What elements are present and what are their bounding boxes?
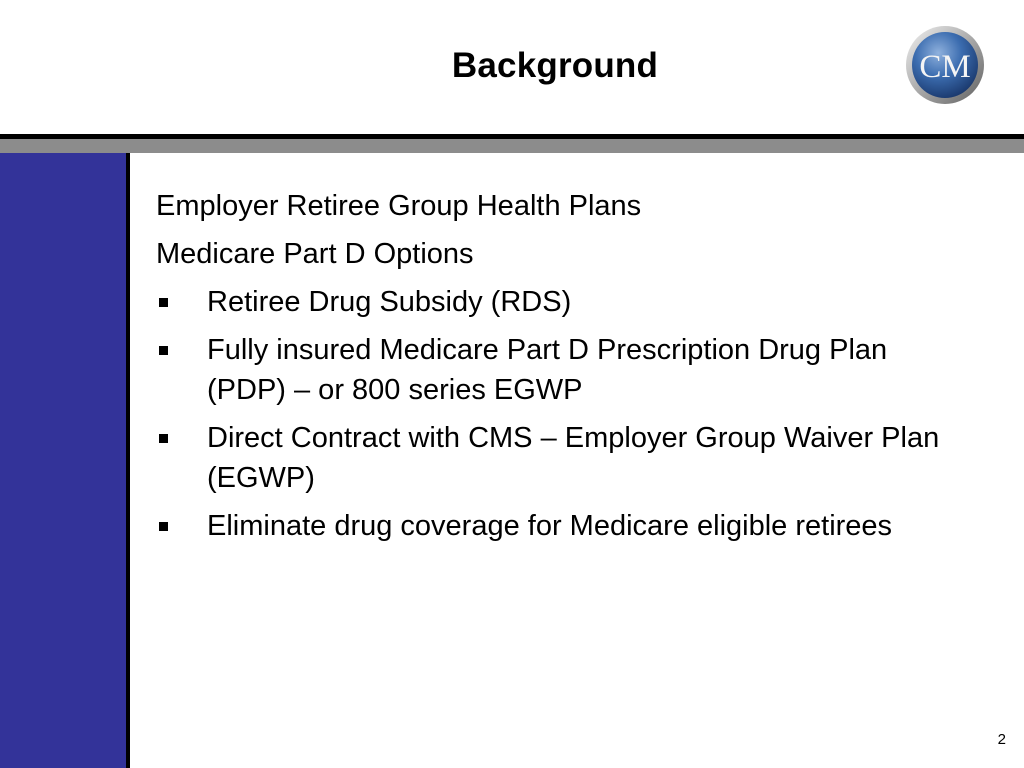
bullet-text: Retiree Drug Subsidy (RDS) xyxy=(207,286,572,318)
square-bullet-icon xyxy=(159,346,168,355)
body-line-employer-plans: Employer Retiree Group Health Plans xyxy=(156,190,642,222)
bullet-item xyxy=(156,506,946,546)
cm-logo-icon xyxy=(904,24,986,106)
bullet-text: Fully insured Medicare Part D Prescription Drug Plan (PDP) – or 800 series EGWP xyxy=(207,334,888,406)
bullet-text: Direct Contract with CMS – Employer Group Waiver Plan (EGWP) xyxy=(207,422,940,494)
page-number: 2 xyxy=(997,731,1006,748)
bullet-item xyxy=(156,330,946,410)
header-rule-gray xyxy=(0,139,1024,153)
slide-title: Background xyxy=(451,46,659,85)
side-bar-edge xyxy=(126,153,130,768)
square-bullet-icon xyxy=(159,434,168,443)
logo-text: CM xyxy=(919,49,971,85)
slide-body xyxy=(156,186,946,554)
side-bar xyxy=(0,153,126,768)
square-bullet-icon xyxy=(159,522,168,531)
body-line-part-d-options: Medicare Part D Options xyxy=(156,238,474,270)
bullet-item xyxy=(156,282,946,322)
bullet-text: Eliminate drug coverage for Medicare eligible retirees xyxy=(207,510,893,542)
square-bullet-icon xyxy=(159,298,168,307)
bullet-item xyxy=(156,418,946,498)
bullet-list xyxy=(156,282,946,546)
